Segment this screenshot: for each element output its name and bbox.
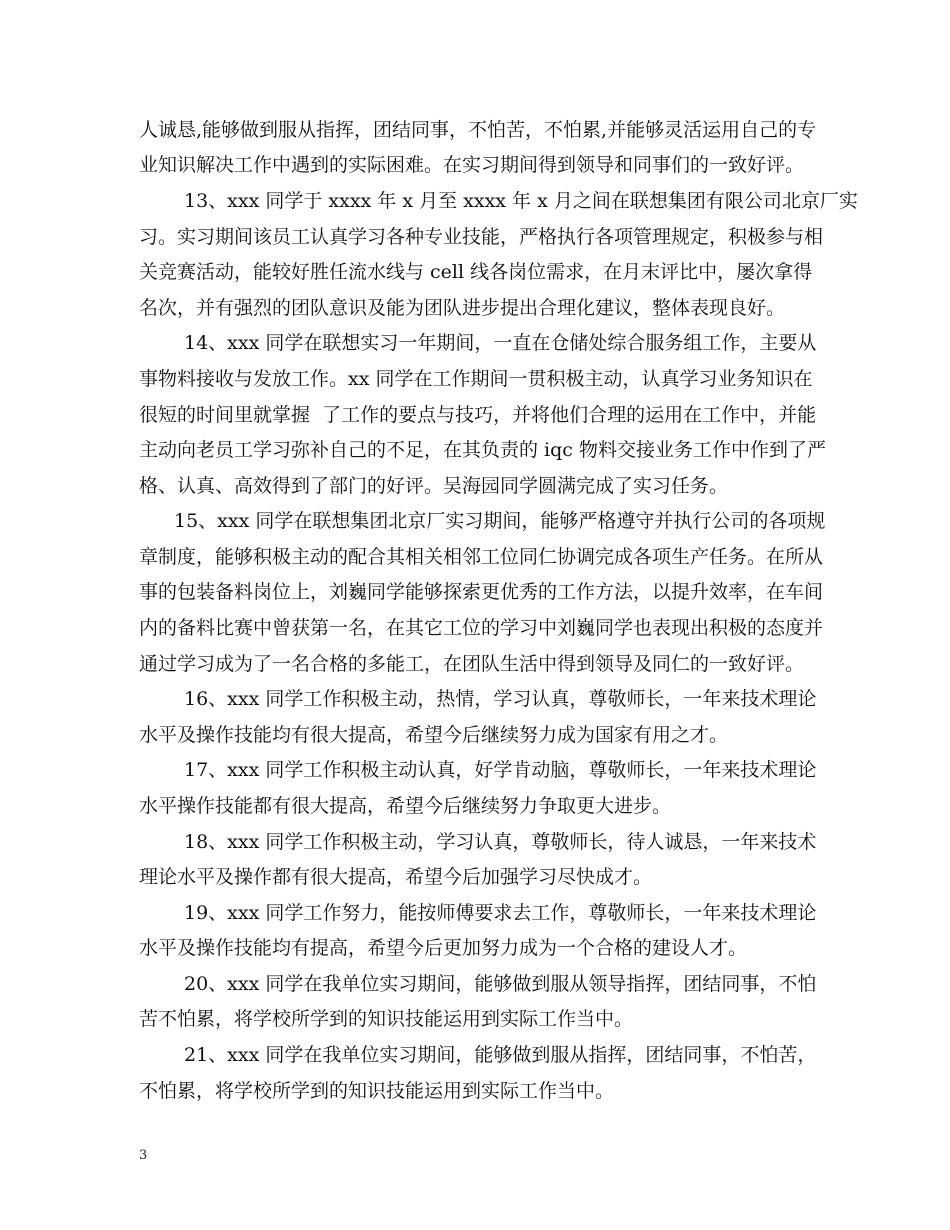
text-line: 事物料接收与发放工作。xx 同学在工作期间一贯积极主动，认真学习业务知识在 <box>139 368 813 390</box>
text-line: 21、xxx 同学在我单位实习期间，能够做到服从指挥，团结同事，不怕苦， <box>184 1044 817 1066</box>
text-line: 业知识解决工作中遇到的实际困难。在实习期间得到领导和同事们的一致好评。 <box>139 154 805 176</box>
text-line: 水平及操作技能均有提高，希望今后更加努力成为一个合格的建设人才。 <box>139 937 748 959</box>
text-line: 名次，并有强烈的团队意识及能为团队进步提出合理化建议，整体表现良好。 <box>139 297 786 319</box>
text-line: 水平及操作技能均有很大提高，希望今后继续努力成为国家有用之才。 <box>139 724 729 746</box>
text-line: 13、xxx 同学于 xxxx 年 x 月至 xxxx 年 x 月之间在联想集团有限公司北京厂实 <box>184 190 858 212</box>
text-line: 17、xxx 同学工作积极主动认真，好学肯动脑，尊敬师长，一年来技术理论 <box>184 759 817 781</box>
text-line: 20、xxx 同学在我单位实习期间，能够做到服从领导指挥，团结同事，不怕 <box>184 973 817 995</box>
text-line: 水平操作技能都有很大提高，希望今后继续努力争取更大进步。 <box>139 795 672 817</box>
text-line: 习。实习期间该员工认真学习各种专业技能，严格执行各项管理规定，积极参与相 <box>139 226 824 248</box>
text-line: 格、认真、高效得到了部门的好评。吴海园同学圆满完成了实习任务。 <box>139 475 729 497</box>
text-line: 关竞赛活动，能较好胜任流水线与 cell 线各岗位需求，在月末评比中，屡次拿得 <box>139 261 813 283</box>
text-line: 15、xxx 同学在联想集团北京厂实习期间，能够严格遵守并执行公司的各项规 <box>174 510 826 532</box>
text-line: 事的包装备料岗位上，刘巍同学能够探索更优秀的工作方法，以提升效率，在车间 <box>139 581 824 603</box>
text-line: 不怕累，将学校所学到的知识技能运用到实际工作当中。 <box>139 1080 615 1102</box>
text-line: 人诚恳,能够做到服从指挥，团结同事，不怕苦，不怕累,并能够灵活运用自己的专 <box>139 119 817 141</box>
page-number: 3 <box>139 1148 148 1163</box>
text-line: 理论水平及操作都有很大提高，希望今后加强学习尽快成才。 <box>139 866 653 888</box>
text-line: 14、xxx 同学在联想实习一年期间，一直在仓储处综合服务组工作，主要从 <box>184 332 817 354</box>
text-line: 18、xxx 同学工作积极主动，学习认真，尊敬师长，待人诚恳，一年来技术 <box>184 831 817 853</box>
text-line: 内的备料比赛中曾获第一名，在其它工位的学习中刘巍同学也表现出积极的态度并 <box>139 617 824 639</box>
text-line: 16、xxx 同学工作积极主动，热情，学习认真，尊敬师长，一年来技术理论 <box>184 688 817 710</box>
text-line: 苦不怕累，将学校所学到的知识技能运用到实际工作当中。 <box>139 1008 634 1030</box>
text-line: 章制度，能够积极主动的配合其相关相邻工位同仁协调完成各项生产任务。在所从 <box>139 546 824 568</box>
text-line: 通过学习成为了一名合格的多能工，在团队生活中得到领导及同仁的一致好评。 <box>139 653 805 675</box>
text-line: 19、xxx 同学工作努力，能按师傅要求去工作，尊敬师长，一年来技术理论 <box>184 902 817 924</box>
text-line: 很短的时间里就掌握 了工作的要点与技巧，并将他们合理的运用在工作中，并能 <box>139 404 817 426</box>
text-line: 主动向老员工学习弥补自己的不足，在其负责的 iqc 物料交接业务工作中作到了严 <box>139 439 826 461</box>
